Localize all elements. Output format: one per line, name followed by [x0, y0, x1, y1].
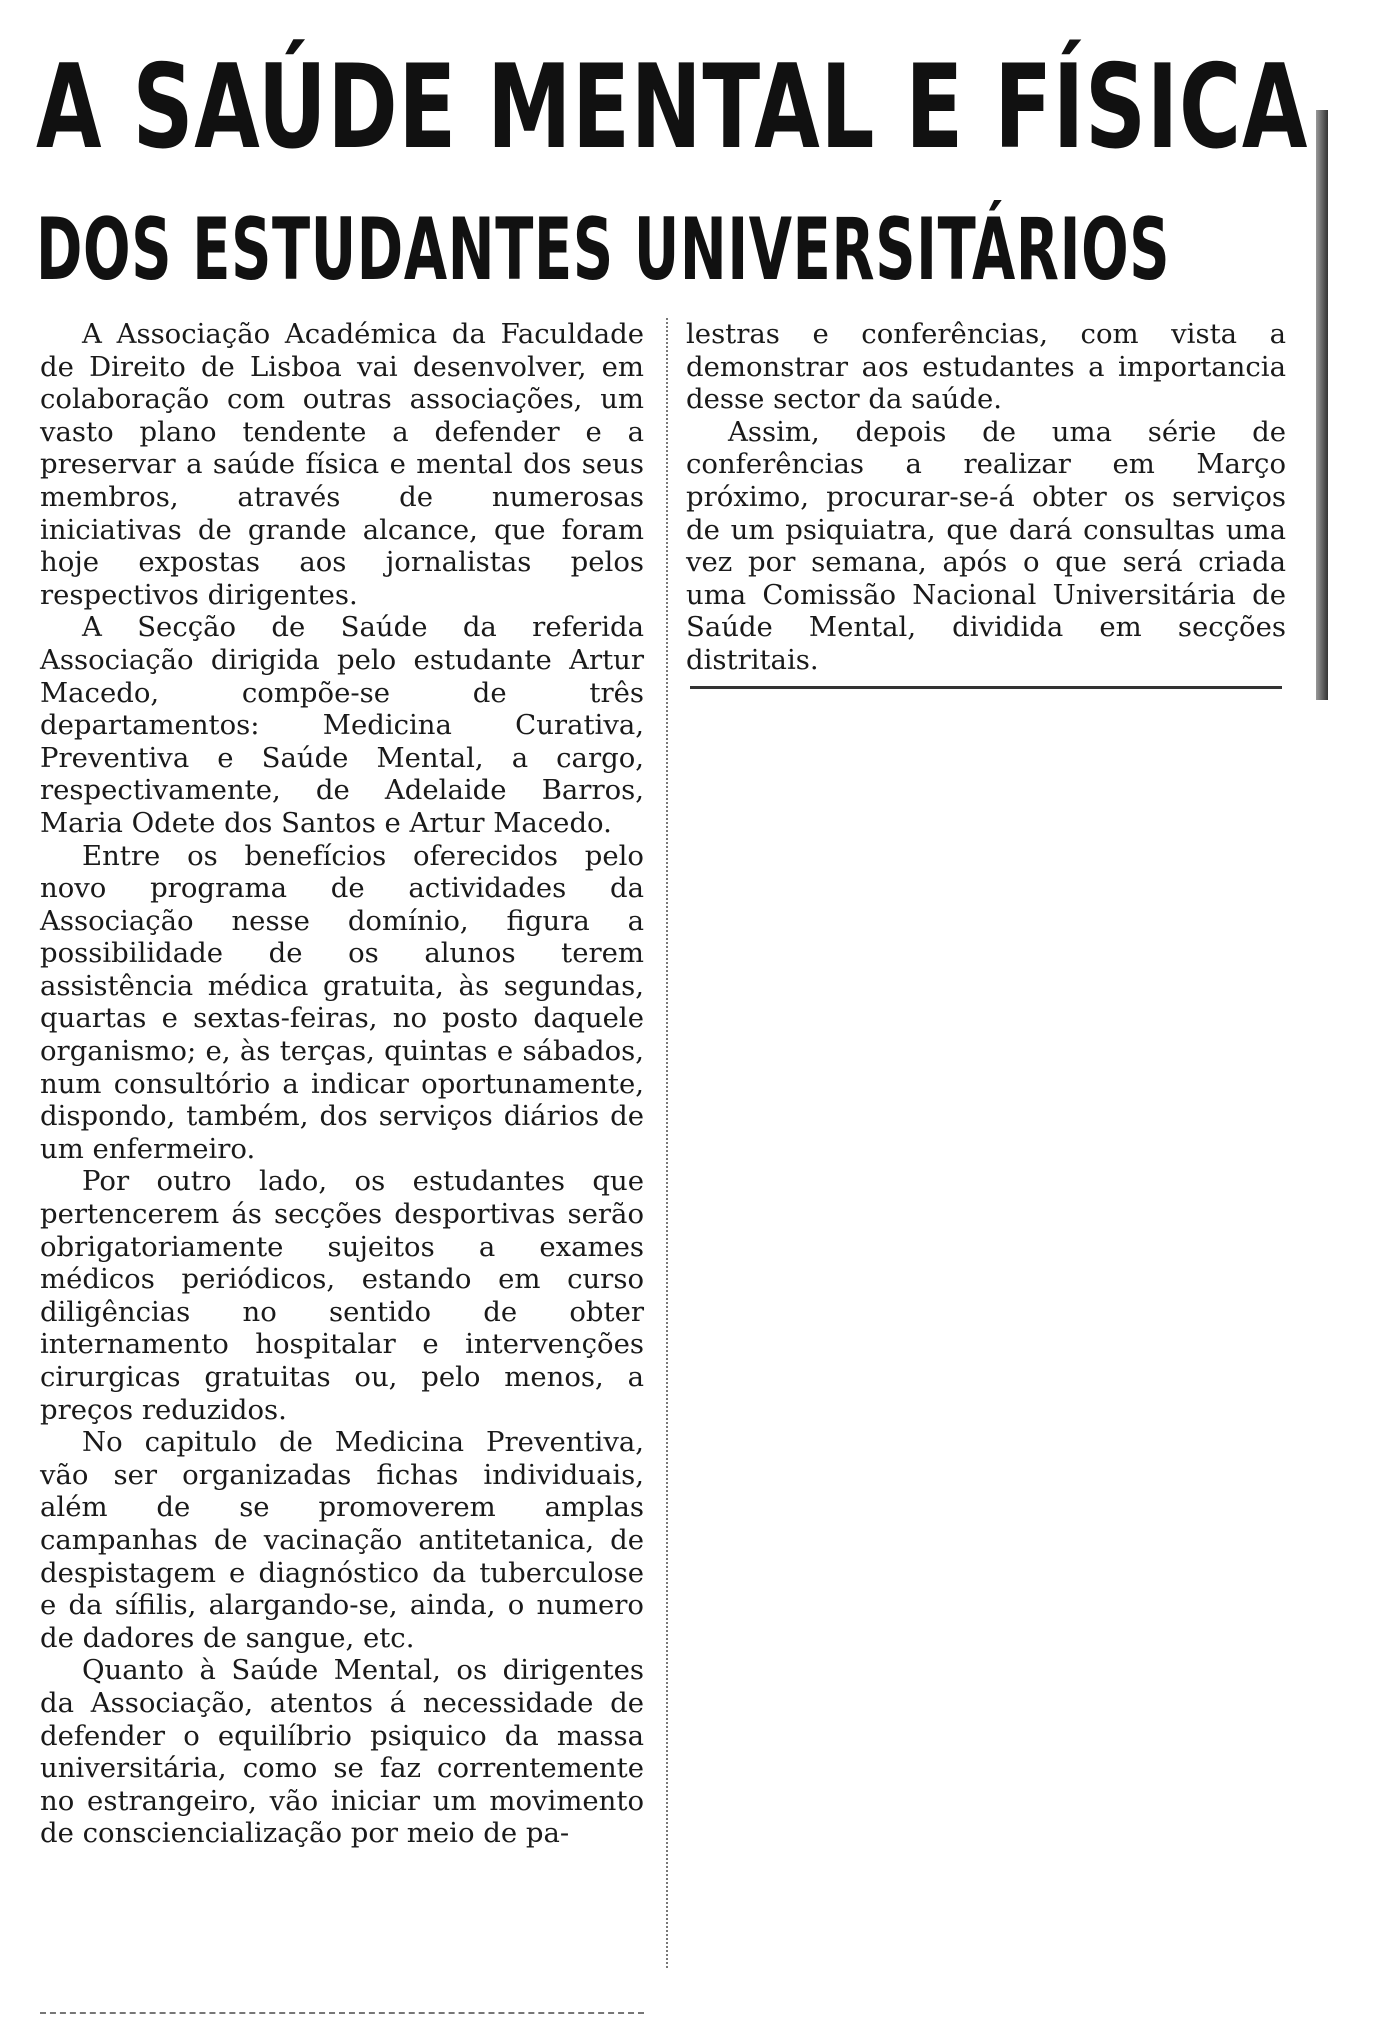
paragraph-1: A Associação Académica da Faculdade de Direito de Lisboa vai desenvolver, em colaboração com outras associações, um vasto plano tendente a defender e a preservar a saúde física e mental dos seus membros, através de numerosas iniciativas de grande alcance, que foram hoje expostas aos jornalistas pelos respectivos dirigentes. — [40, 318, 644, 611]
paragraph-3: Entre os benefícios oferecidos pelo novo programa de actividades da Associação nesse domínio, figura a possibilidade de os alunos terem assistência médica gratuita, às segundas, quartas e sextas-feiras, no posto daquele organismo; e, às terças, quintas e sábados, num consultório a indicar oportunamente, dispondo, também, dos serviços diários de um enfermeiro. — [40, 839, 644, 1165]
scan-edge-shadow — [1316, 110, 1328, 700]
paragraph-5: No capitulo de Medicina Preventiva, vão ser organizadas fichas individuais, além de se promoverem amplas campanhas de vacinação antitetanica, de despistagem e diagnóstico da tuberculose e da sífilis, alargando-se, ainda, o numero de dadores de sangue, etc. — [40, 1426, 644, 1654]
column-divider — [666, 318, 668, 1968]
paragraph-6: Quanto à Saúde Mental, os dirigentes da Associação, atentos á necessidade de defender o equilíbrio psiquico da massa universitária, como se faz correntemente no estrangeiro, vão iniciar um movimento de consciencialização por meio de pa- — [40, 1654, 644, 1850]
paragraph-2: A Secção de Saúde da referida Associação dirigida pelo estudante Artur Macedo, compõe-se de três departamentos: Medicina Curativa, Preventiva e Saúde Mental, a cargo, respectivamente, de Adelaide Barros, Maria Odete dos Santos e Artur Macedo. — [40, 611, 644, 839]
article-end-rule — [690, 686, 1282, 689]
paragraph-7: Assim, depois de uma série de conferências a realizar em Março próximo, procurar-se-á obter os serviços de um psiquiatra, que dará consultas uma vez por semana, após o que será criada uma Comissão Nacional Universitária de Saúde Mental, dividida em secções distritais. — [686, 415, 1286, 676]
article-column-right — [686, 318, 1286, 677]
paragraph-4: Por outro lado, os estudantes que pertencerem ás secções desportivas serão obrigatoriamente sujeitos a exames médicos periódicos, estando em curso diligências no sentido de obter internamento hospitalar e intervenções cirurgicas gratuitas ou, pelo menos, a preços reduzidos. — [40, 1165, 644, 1426]
paragraph-6-continuation: lestras e conferências, com vista a demonstrar aos estudantes a importancia desse sector da saúde. — [686, 318, 1286, 416]
headline-line-1: A SAÚDE MENTAL E FÍSICA — [36, 40, 1309, 175]
bottom-rule — [40, 2012, 644, 2014]
headline-line-2: DOS ESTUDANTES UNIVERSITÁRIOS — [36, 200, 1171, 300]
article-column-left — [40, 318, 644, 1850]
